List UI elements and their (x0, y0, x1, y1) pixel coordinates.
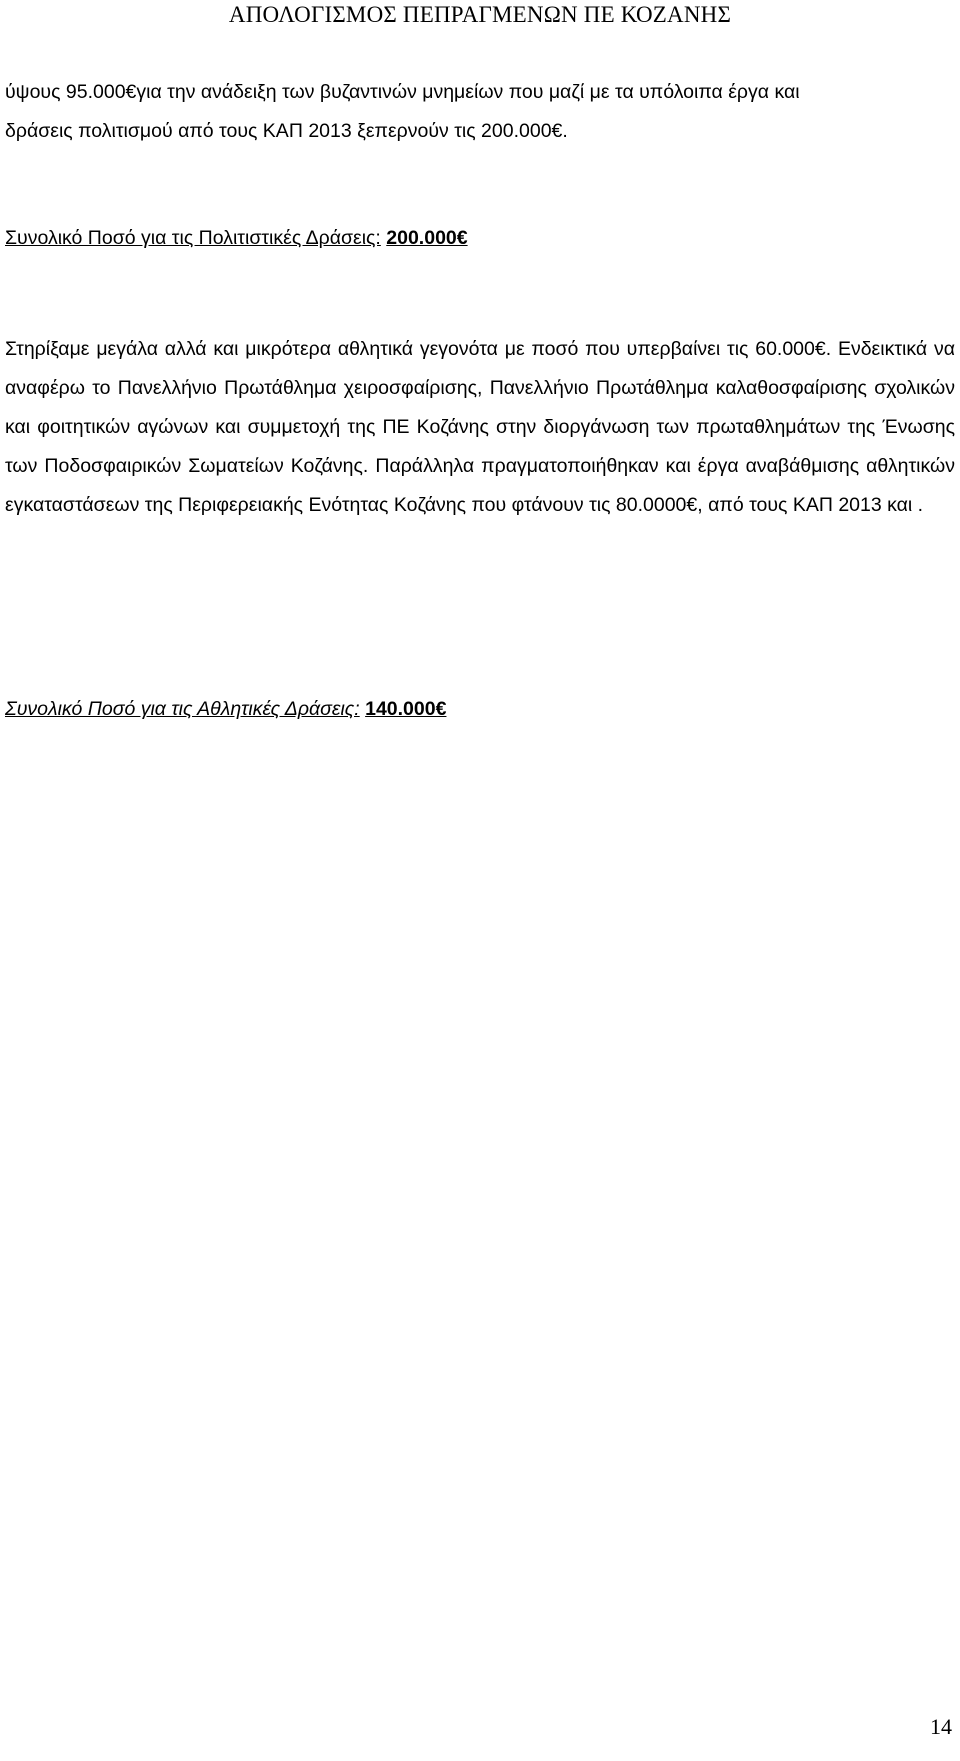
paragraph-monuments (5, 73, 955, 151)
page-number: 14 (930, 1714, 952, 1739)
paragraph-line: ύψους 95.000€για την ανάδειξη των βυζαντινών μνημείων που μαζί με τα υπόλοιπα έργα και (5, 81, 800, 103)
cultural-total-amount: 200.000€ (386, 227, 468, 249)
paragraph-sports: Στηρίξαμε μεγάλα αλλά και μικρότερα αθλητικά γεγονότα με ποσό που υπερβαίνει τις 60.000€. Ενδεικτικά να αναφέρω το Πανελλήνιο Πρωτάθλημα χειροσφαίρισης, Πανελλήνιο Πρωτάθλημα καλαθοσφαίρισης σχολικών και φοιτητικών αγώνων και συμμετοχή της ΠΕ Κοζάνης στην διοργάνωση των πρωταθλημάτων της Ένωσης των Ποδοσφαιρικών Σωματείων Κοζάνης. Παράλληλα πραγματοποιήθηκαν και έργα αναβάθμισης αθλητικών εγκαταστάσεων της Περιφερειακής Ενότητας Κοζάνης που φτάνουν τις 80.0000€, από τους ΚΑΠ 2013 και . (5, 338, 955, 516)
sports-total (5, 690, 955, 729)
cultural-total (5, 219, 955, 258)
page-header: ΑΠΟΛΟΓΙΣΜΟΣ ΠΕΠΡΑΓΜΕΝΩΝ ΠΕ ΚΟΖΑΝΗΣ (228, 2, 732, 27)
sports-total-label: Συνολικό Ποσό για τις Αθλητικές Δράσεις: (5, 698, 360, 720)
cultural-total-label: Συνολικό Ποσό για τις Πολιτιστικές Δράσεις: (5, 227, 381, 249)
paragraph-line: δράσεις πολιτισμού από τους ΚΑΠ 2013 ξεπερνούν τις 200.000€. (5, 120, 568, 142)
sports-total-amount: 140.000€ (365, 698, 447, 720)
